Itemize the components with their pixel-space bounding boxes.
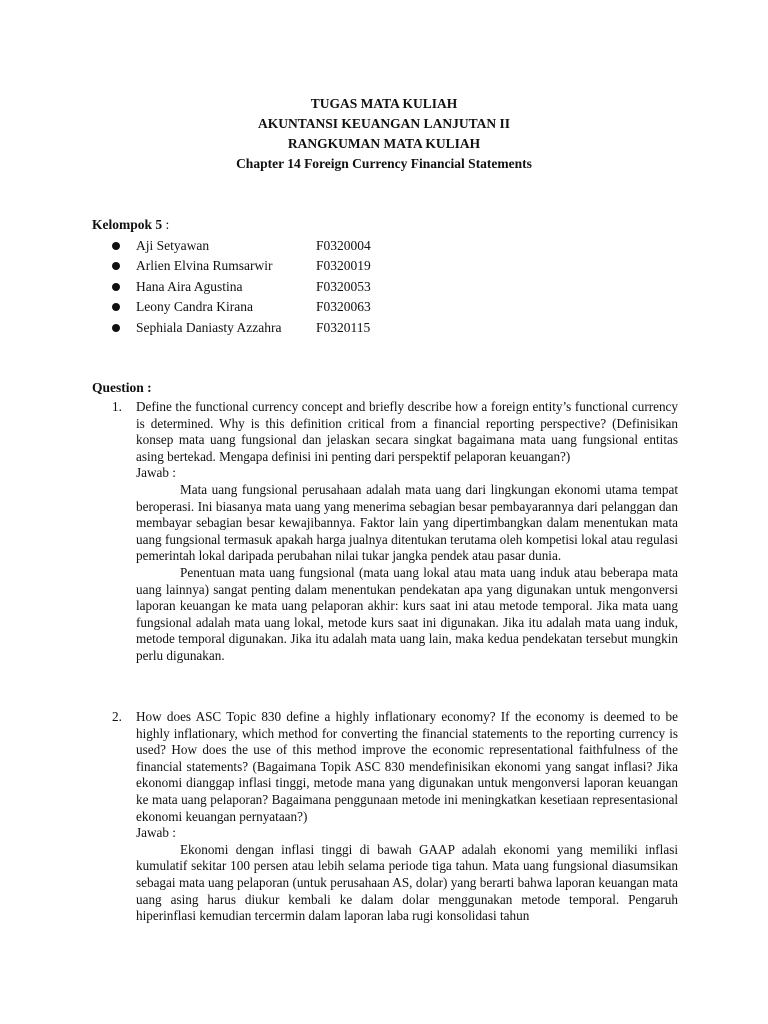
member-nim: F0320004 bbox=[316, 237, 371, 253]
answer-paragraph: Penentuan mata uang fungsional (mata uang lokal atau mata uang induk atau beberapa mata uang lainnya) sangat penting dalam menentukan pendekatan apa yang digunakan untuk mengonversi laporan keuangan ke mata uang pelaporan akhir: kurs saat ini atau metode temporal. Jika mata uang fungsional adalah mata uang lokal, metode kurs saat ini digunakan. Jika itu adalah mata uang induk, metode temporal digunakan. Jika itu adalah mata uang lain, maka kedua pendekatan tersebut mungkin perlu digunakan. bbox=[136, 564, 678, 663]
member-item bbox=[92, 318, 371, 339]
question-item-1 bbox=[92, 399, 678, 665]
question-text: Define the functional currency concept and briefly describe how a foreign entity’s functional currency is determined. Why is this definition critical from a financial reporting perspective? (Definisikan konsep mata uang fungsional dan jelaskan secara singkat bagaimana mata uang fungsional entitas asing bertekad. Mengapa definisi ini penting dari perspektif pelaporan keuangan?) bbox=[136, 399, 678, 464]
bullet-icon bbox=[112, 242, 120, 250]
question-item-2 bbox=[92, 709, 678, 925]
member-nim: F0320063 bbox=[316, 299, 371, 315]
bullet-icon bbox=[112, 262, 120, 270]
question-number: 2. bbox=[112, 709, 122, 724]
group-section bbox=[92, 215, 371, 339]
member-nim: F0320019 bbox=[316, 258, 371, 274]
bullet-icon bbox=[112, 324, 120, 332]
member-nim: F0320053 bbox=[316, 278, 371, 294]
member-item bbox=[92, 256, 371, 277]
answer-label: Jawab : bbox=[136, 465, 176, 481]
member-name: Aji Setyawan bbox=[136, 237, 210, 253]
answer-paragraph: Ekonomi dengan inflasi tinggi di bawah GAAP adalah ekonomi yang memiliki inflasi kumulatif sekitar 100 persen atau lebih selama periode tiga tahun. Mata uang fungsional diasumsikan sebagai mata uang pelaporan (untuk perusahaan AS, dolar) yang berarti bahwa laporan keuangan mata uang asing harus diukur kembali ke dalam dolar menggunakan metode temporal. Pengaruh hiperinflasi kemudian tercermin dalam laporan laba rugi konsolidasi tahun bbox=[136, 841, 678, 924]
member-name: Hana Aira Agustina bbox=[136, 278, 243, 294]
bullet-icon bbox=[112, 303, 120, 311]
document-title bbox=[0, 94, 768, 174]
member-name: Sephiala Daniasty Azzahra bbox=[136, 319, 282, 335]
answer-label: Jawab : bbox=[136, 825, 176, 841]
member-item bbox=[92, 277, 371, 298]
title-line-1: TUGAS MATA KULIAH bbox=[310, 96, 458, 111]
question-number: 1. bbox=[112, 399, 122, 414]
answer-paragraph: Mata uang fungsional perusahaan adalah mata uang dari lingkungan ekonomi utama tempat beroperasi. Ini biasanya mata uang yang menerima sebagian besar pembayarannya dari pelanggan dan membayar sebagian besar kewajibannya. Faktor lain yang dipertimbangkan dalam menentukan mata uang fungsional termasuk apakah harga jualnya ditentukan terutama oleh kompetisi lokal atau regulasi pemerintah lokal daripada perubahan nilai tukar jangka pendek atau pasar dunia. bbox=[136, 481, 678, 564]
group-label: Kelompok 5 bbox=[92, 217, 163, 232]
title-line-3: RANGKUMAN MATA KULIAH bbox=[287, 136, 481, 151]
group-heading bbox=[92, 215, 169, 236]
member-name: Arlien Elvina Rumsarwir bbox=[136, 258, 273, 274]
question-body bbox=[136, 399, 678, 665]
bullet-icon bbox=[112, 283, 120, 291]
member-nim: F0320115 bbox=[316, 319, 371, 335]
group-colon: : bbox=[162, 217, 170, 232]
member-item bbox=[92, 297, 371, 318]
member-item bbox=[92, 236, 371, 257]
title-line-4: Chapter 14 Foreign Currency Financial Statements bbox=[236, 156, 532, 171]
question-body bbox=[136, 709, 678, 925]
question-text: How does ASC Topic 830 define a highly inflationary economy? If the economy is deemed to be highly inflationary, which method for converting the financial statements to the reporting currency is used? How does the use of this method improve the economic representational faithfulness of the financial statements? (Bagaimana Topik ASC 830 mendefinisikan ekonomi yang sangat inflasi? Jika ekonomi dianggap inflasi tinggi, metode mana yang digunakan untuk mengonversi laporan keuangan ke mata uang pelaporan? Bagaimana penggunaan metode ini meningkatkan kesetiaan representasional ekonomi keuangan pernyataan?) bbox=[136, 709, 678, 824]
title-line-2: AKUNTANSI KEUANGAN LANJUTAN II bbox=[258, 116, 510, 131]
member-name: Leony Candra Kirana bbox=[136, 299, 253, 315]
questions-heading: Question : bbox=[92, 380, 152, 395]
